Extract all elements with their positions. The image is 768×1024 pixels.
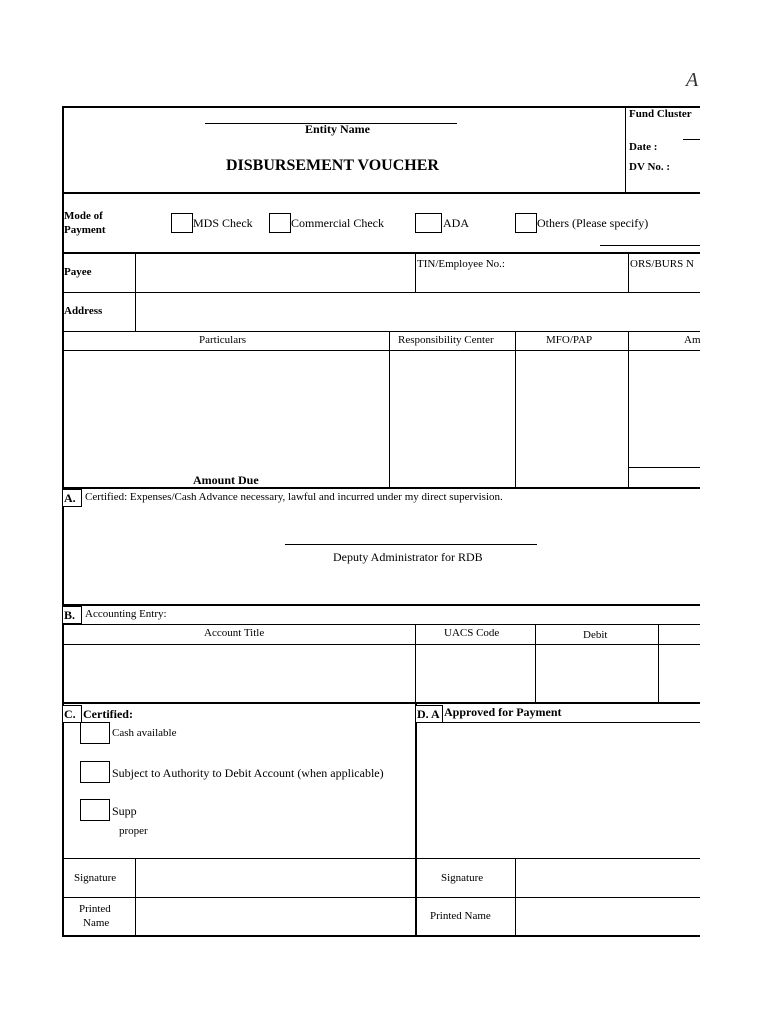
- fund-cluster-label: Fund Cluster: [629, 108, 692, 120]
- section-b-col-divider-1: [415, 624, 416, 703]
- mode-of-payment-label-1: Mode of: [64, 210, 103, 222]
- section-a-bottom-rule: [62, 604, 700, 606]
- fund-cluster-line: [683, 139, 700, 140]
- section-a-text: Certified: Expenses/Cash Advance necessary, lawful and incurred under my direct supervision.: [85, 491, 503, 503]
- section-c-letter: C.: [64, 707, 76, 721]
- c-printed-name-label-2: Name: [83, 917, 110, 929]
- particulars-col-divider-2: [515, 331, 516, 488]
- section-b-bottom-rule: [62, 702, 700, 704]
- others-specify-line: [600, 245, 700, 246]
- others-label: Others (Please specify): [537, 216, 649, 230]
- header-divider: [625, 106, 626, 194]
- section-b-col-divider-3: [658, 624, 659, 703]
- frame-top: [62, 106, 700, 108]
- ada-label: ADA: [443, 216, 469, 230]
- ors-divider: [628, 253, 629, 292]
- frame-bottom: [62, 935, 700, 937]
- amount-header: Am: [684, 334, 701, 346]
- date-label: Date :: [629, 141, 658, 153]
- cash-available-label: Cash available: [112, 727, 177, 739]
- commercial-check-label: Commercial Check: [291, 216, 384, 230]
- header-bottom-rule: [62, 192, 700, 194]
- mds-check-checkbox[interactable]: [171, 213, 193, 233]
- particulars-bottom-rule: [62, 487, 700, 489]
- section-d-title-rule: [415, 722, 700, 723]
- particulars-header-rule: [62, 350, 700, 351]
- corner-letter: A: [686, 69, 699, 91]
- commercial-check-checkbox[interactable]: [269, 213, 291, 233]
- authority-debit-label: Subject to Authority to Debit Account (when applicable): [112, 766, 384, 780]
- section-a-signatory: Deputy Administrator for RDB: [333, 550, 483, 564]
- section-b-letter: B.: [64, 608, 76, 622]
- particulars-col-divider-1: [389, 331, 390, 488]
- tin-label: TIN/Employee No.:: [417, 258, 505, 270]
- supporting-docs-label-2: proper: [119, 825, 148, 837]
- address-bottom-rule: [62, 331, 700, 332]
- supporting-docs-label: Supp: [112, 804, 137, 818]
- c-signature-label: Signature: [74, 872, 117, 884]
- ada-checkbox[interactable]: [415, 213, 442, 233]
- particulars-header: Particulars: [199, 334, 247, 346]
- signature-mid-rule: [62, 897, 700, 898]
- uacs-code-header: UACS Code: [444, 627, 500, 639]
- ors-burs-label: ORS/BURS N: [630, 258, 694, 270]
- payee-bottom-rule: [62, 292, 700, 293]
- tin-divider: [415, 253, 416, 292]
- c-printed-name-label-1: Printed: [79, 903, 111, 915]
- d-signature-label: Signature: [441, 872, 484, 884]
- mds-check-label: MDS Check: [193, 216, 253, 230]
- section-d-title: Approved for Payment: [444, 705, 562, 719]
- cash-available-checkbox[interactable]: [80, 722, 110, 744]
- entity-name: Entity Name: [305, 122, 370, 136]
- amount-due-label: Amount Due: [193, 473, 259, 487]
- address-label: Address: [64, 305, 103, 317]
- payee-label: Payee: [64, 266, 92, 278]
- responsibility-center-header: Responsibility Center: [398, 334, 494, 346]
- amount-total-rule: [628, 467, 700, 468]
- signature-top-rule: [62, 858, 700, 859]
- dv-no-label: DV No. :: [629, 161, 671, 173]
- section-cd-divider: [415, 703, 417, 936]
- section-b-title: Accounting Entry:: [85, 608, 167, 620]
- others-checkbox[interactable]: [515, 213, 537, 233]
- supporting-docs-checkbox[interactable]: [80, 799, 110, 821]
- section-b-col-divider-2: [535, 624, 536, 703]
- section-b-header-rule: [62, 644, 700, 645]
- voucher-title: DISBURSEMENT VOUCHER: [226, 157, 439, 174]
- section-c-title: Certified:: [83, 707, 133, 721]
- mode-of-payment-label-2: Payment: [64, 224, 106, 236]
- section-a-letter: A.: [64, 491, 76, 505]
- particulars-col-divider-3: [628, 331, 629, 488]
- d-printed-name-label: Printed Name: [430, 910, 491, 922]
- debit-header: Debit: [583, 629, 608, 641]
- mfo-pap-header: MFO/PAP: [546, 334, 593, 346]
- section-a-signature-line: [285, 544, 537, 545]
- authority-debit-checkbox[interactable]: [80, 761, 110, 783]
- section-b-title-rule: [62, 624, 700, 625]
- mode-bottom-rule: [62, 252, 700, 254]
- section-d-letter: D. A: [417, 707, 440, 721]
- account-title-header: Account Title: [204, 627, 265, 639]
